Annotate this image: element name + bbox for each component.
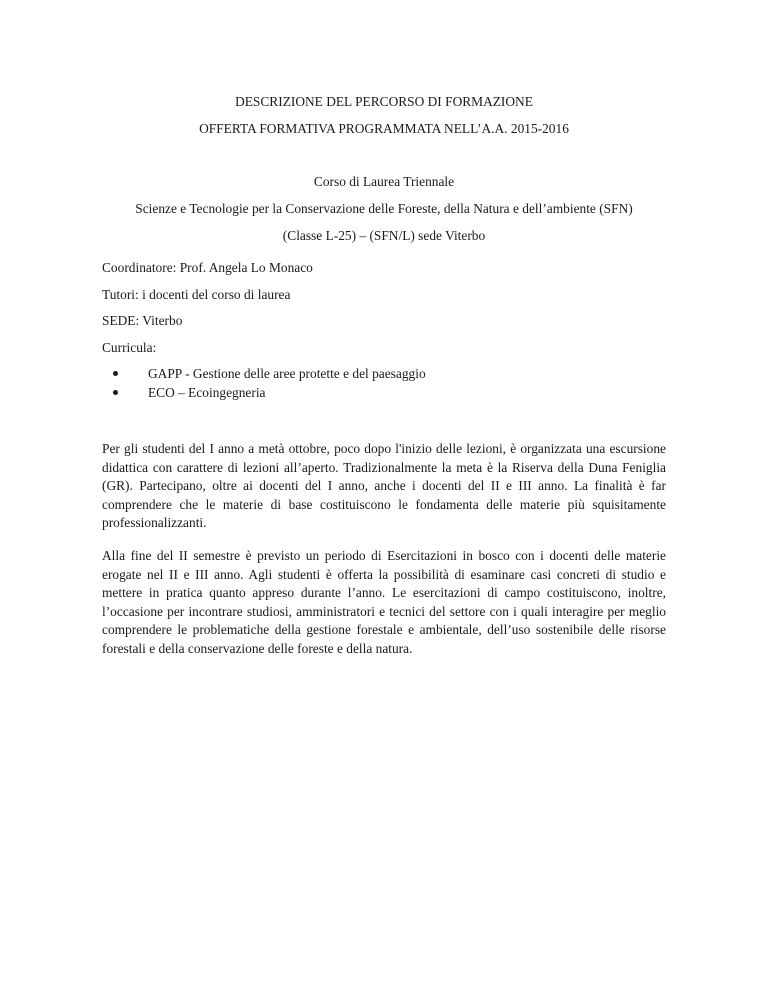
curriculum-label: ECO – Ecoingegneria — [148, 385, 266, 400]
tutors-line: Tutori: i docenti del corso di laurea — [102, 287, 291, 302]
bullet-icon — [113, 371, 118, 376]
course-class: (Classe L-25) – (SFN/L) sede Viterbo — [282, 228, 486, 243]
curricula-list — [102, 364, 426, 402]
bullet-icon — [113, 390, 118, 395]
list-item — [102, 364, 426, 383]
course-name: Scienze e Tecnologie per la Conservazione delle Foreste, della Natura e dell’ambiente (SFN) — [135, 201, 633, 216]
coordinator-line: Coordinatore: Prof. Angela Lo Monaco — [102, 260, 313, 275]
curriculum-label: GAPP - Gestione delle aree protette e del paesaggio — [148, 366, 426, 381]
document-subtitle: OFFERTA FORMATIVA PROGRAMMATA NELL’A.A. 2015-2016 — [199, 121, 569, 136]
paragraph-esercitazioni: Alla fine del II semestre è previsto un periodo di Esercitazioni in bosco con i docenti delle materie erogate nel II e III anno. Agli studenti è offerta la possibilità di esaminare casi concreti di studio e mettere in pratica quanto appreso durante l’anno. Le esercitazioni di campo costituiscono, inoltre, l’occasione per incontrare studiosi, amministratori e tecnici del settore con i quali interagire per meglio comprendere le problematiche della gestione forestale e ambientale, dell’uso sostenibile delle risorse forestali e della conservazione delle foreste e della natura. — [102, 548, 666, 656]
document-title: DESCRIZIONE DEL PERCORSO DI FORMAZIONE — [235, 94, 533, 109]
sede-line: SEDE: Viterbo — [102, 313, 183, 328]
curricula-label: Curricula: — [102, 340, 157, 355]
list-item — [102, 383, 426, 402]
course-type: Corso di Laurea Triennale — [313, 174, 455, 189]
paragraph-escursione: Per gli studenti del I anno a metà ottobre, poco dopo l'inizio delle lezioni, è organizzata una escursione didattica con carattere di lezioni all’aperto. Tradizionalmente la meta è la Riserva della Duna Feniglia (GR). Partecipano, oltre ai docenti del I anno, anche i docenti del II e III anno. La finalità è far comprendere che le materie di base costituiscono le fondamenta delle materie più squisitamente professionalizzanti. — [102, 441, 666, 531]
